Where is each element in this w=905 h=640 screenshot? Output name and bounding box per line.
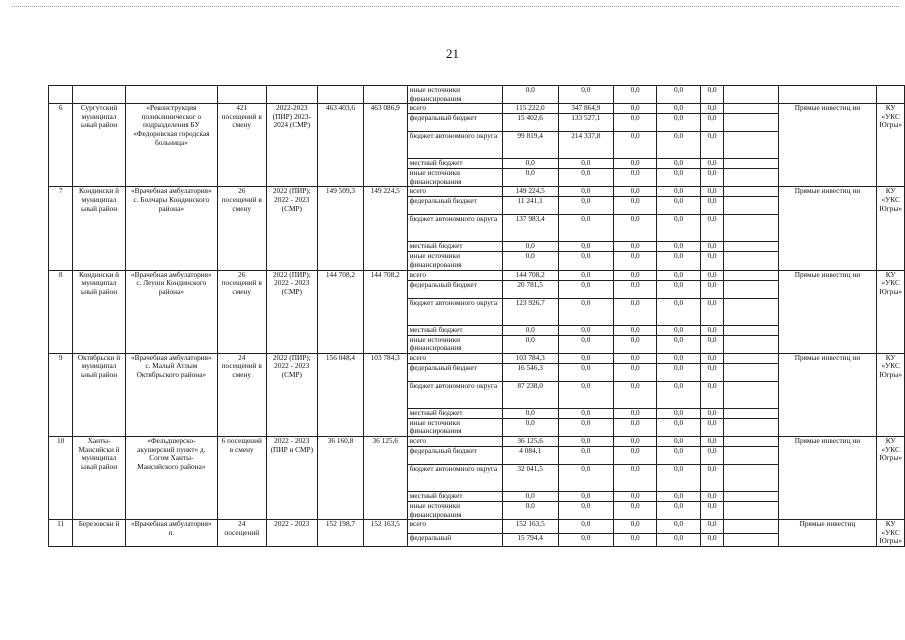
funding-value: 0,0 xyxy=(657,114,700,132)
table-row xyxy=(49,270,905,280)
funding-value: 214 337,8 xyxy=(558,132,613,159)
funding-value: 0,0 xyxy=(502,335,558,353)
funding-source: бюджет автономного округа xyxy=(407,298,502,325)
funding-value: 0,0 xyxy=(700,446,723,464)
funding-value: 0,0 xyxy=(657,325,700,335)
funding-value: 0,0 xyxy=(657,132,700,159)
funding-value: 0,0 xyxy=(700,335,723,353)
project-object: «Врачебная амбулатория» п. xyxy=(125,520,217,547)
funding-source: иные источники финансирования xyxy=(407,418,502,436)
funding-value: 0,0 xyxy=(558,335,613,353)
project-number: 8 xyxy=(49,270,73,353)
funding-value: 0,0 xyxy=(700,252,723,270)
funding-spacer xyxy=(724,325,778,335)
empty-cell xyxy=(217,86,266,104)
funding-value: 0,0 xyxy=(613,408,656,418)
empty-cell xyxy=(73,86,125,104)
funding-value: 0,0 xyxy=(700,187,723,197)
funding-source: бюджет автономного округа xyxy=(407,215,502,242)
funding-source: федеральный бюджет xyxy=(407,197,502,215)
funding-value: 0,0 xyxy=(700,86,723,104)
funding-value: 0,0 xyxy=(700,363,723,381)
funding-value: 0,0 xyxy=(502,325,558,335)
funding-value: 0,0 xyxy=(502,169,558,187)
funding-source: федеральный бюджет xyxy=(407,363,502,381)
funding-source: иные источники финансирования xyxy=(407,169,502,187)
funding-value: 0,0 xyxy=(700,132,723,159)
funding-value: 99 819,4 xyxy=(502,132,558,159)
funding-value: 0,0 xyxy=(700,381,723,408)
funding-value: 0,0 xyxy=(558,298,613,325)
funding-value: 0,0 xyxy=(657,335,700,353)
funding-value: 0,0 xyxy=(613,491,656,501)
funding-source: иные источники финансирования xyxy=(407,335,502,353)
funding-value: 0,0 xyxy=(558,436,613,446)
funding-value: 0,0 xyxy=(700,169,723,187)
funding-value: 0,0 xyxy=(502,501,558,519)
funding-value: 0,0 xyxy=(613,114,656,132)
funding-value: 0,0 xyxy=(558,215,613,242)
funding-source: иные источники финансирования xyxy=(407,86,502,104)
project-municipality: Кондински й муниципал ьный район xyxy=(73,187,125,270)
funding-value: 0,0 xyxy=(657,86,700,104)
table-row xyxy=(49,436,905,446)
funding-value: 0,0 xyxy=(700,464,723,491)
funding-value: 0,0 xyxy=(700,520,723,533)
project-cost-estimate: 463 403,6 xyxy=(318,104,364,187)
funding-value: 0,0 xyxy=(700,215,723,242)
funding-value: 0,0 xyxy=(613,280,656,298)
project-capacity: 24 посещений в смену xyxy=(217,353,266,436)
project-cost-estimate: 144 708,2 xyxy=(318,270,364,353)
funding-value: 133 527,1 xyxy=(558,114,613,132)
funding-value: 0,0 xyxy=(700,353,723,363)
funding-value: 0,0 xyxy=(657,197,700,215)
funding-spacer xyxy=(724,501,778,519)
funding-value: 0,0 xyxy=(558,381,613,408)
project-capacity: 26 посещений в смену xyxy=(217,270,266,353)
funding-source: местный бюджет xyxy=(407,159,502,169)
funding-value: 0,0 xyxy=(700,436,723,446)
funding-value: 0,0 xyxy=(657,381,700,408)
funding-spacer xyxy=(724,363,778,381)
funding-value: 0,0 xyxy=(558,464,613,491)
funding-value: 0,0 xyxy=(558,325,613,335)
funding-value: 0,0 xyxy=(700,242,723,252)
funding-source: федеральный xyxy=(407,533,502,546)
funding-value: 0,0 xyxy=(700,159,723,169)
funding-value: 0,0 xyxy=(700,325,723,335)
project-municipality: Сургутский муниципал ьный район xyxy=(73,104,125,187)
funding-value: 0,0 xyxy=(613,353,656,363)
project-municipality: Кондински й муниципал ьный район xyxy=(73,270,125,353)
funding-value: 0,0 xyxy=(613,104,656,114)
funding-value: 0,0 xyxy=(657,353,700,363)
funding-value: 0,0 xyxy=(613,533,656,546)
funding-value: 137 983,4 xyxy=(502,215,558,242)
funding-value: 0,0 xyxy=(558,408,613,418)
funding-source: всего xyxy=(407,520,502,533)
funding-value: 152 163,5 xyxy=(502,520,558,533)
funding-spacer xyxy=(724,270,778,280)
funding-value: 4 084,1 xyxy=(502,446,558,464)
scan-edge-line xyxy=(12,6,899,7)
funding-value: 0,0 xyxy=(558,270,613,280)
funding-value: 0,0 xyxy=(700,298,723,325)
investment-form: Прямые инвестиц ии xyxy=(778,187,877,270)
funding-value: 0,0 xyxy=(657,501,700,519)
funding-value: 36 125,6 xyxy=(502,436,558,446)
funding-value: 0,0 xyxy=(613,197,656,215)
funding-value: 0,0 xyxy=(613,252,656,270)
funding-spacer xyxy=(724,187,778,197)
empty-cell xyxy=(49,86,73,104)
project-cost-remaining: 463 086,9 xyxy=(363,104,407,187)
project-customer: КУ «УКС Югры» xyxy=(877,270,905,353)
funding-value: 0,0 xyxy=(657,408,700,418)
investment-form: Прямые инвестиц ии xyxy=(778,270,877,353)
funding-source: всего xyxy=(407,187,502,197)
funding-value: 20 781,5 xyxy=(502,280,558,298)
funding-value: 0,0 xyxy=(657,270,700,280)
investment-form: Прямые инвестиц ии xyxy=(778,436,877,519)
funding-value: 0,0 xyxy=(558,242,613,252)
table-row xyxy=(49,187,905,197)
empty-cell xyxy=(125,86,217,104)
project-cost-remaining: 36 125,6 xyxy=(363,436,407,519)
funding-value: 0,0 xyxy=(502,252,558,270)
funding-value: 0,0 xyxy=(502,86,558,104)
project-period: 2022 - 2023 xyxy=(266,520,318,547)
funding-spacer xyxy=(724,215,778,242)
funding-value: 0,0 xyxy=(700,114,723,132)
investment-form: Прямые инвестиц ии xyxy=(778,104,877,187)
project-municipality: Октябрьски й муниципал ьный район xyxy=(73,353,125,436)
funding-value: 0,0 xyxy=(657,418,700,436)
project-customer: КУ «УКС Югры» xyxy=(877,353,905,436)
project-municipality: Березовски й xyxy=(73,520,125,547)
funding-value: 0,0 xyxy=(700,408,723,418)
funding-value: 15 794,4 xyxy=(502,533,558,546)
table-row xyxy=(49,520,905,533)
funding-spacer xyxy=(724,335,778,353)
funding-value: 0,0 xyxy=(613,215,656,242)
funding-value: 0,0 xyxy=(558,252,613,270)
empty-cell xyxy=(318,86,364,104)
funding-value: 0,0 xyxy=(613,132,656,159)
project-cost-estimate: 156 048,4 xyxy=(318,353,364,436)
funding-spacer xyxy=(724,252,778,270)
project-cost-estimate: 36 160,8 xyxy=(318,436,364,519)
project-period: 2022 (ПИР); 2022 - 2023 (СМР) xyxy=(266,187,318,270)
funding-value: 0,0 xyxy=(558,501,613,519)
project-cost-remaining: 144 708,2 xyxy=(363,270,407,353)
funding-value: 11 241,1 xyxy=(502,197,558,215)
funding-value: 0,0 xyxy=(657,363,700,381)
project-cost-remaining: 103 784,3 xyxy=(363,353,407,436)
funding-value: 0,0 xyxy=(502,242,558,252)
table-row xyxy=(49,104,905,114)
funding-spacer xyxy=(724,104,778,114)
funding-value: 0,0 xyxy=(657,520,700,533)
project-customer: КУ «УКС Югры» xyxy=(877,520,905,547)
funding-value: 0,0 xyxy=(558,169,613,187)
funding-value: 0,0 xyxy=(613,501,656,519)
funding-source: федеральный бюджет xyxy=(407,280,502,298)
project-cost-remaining: 149 224,5 xyxy=(363,187,407,270)
funding-value: 0,0 xyxy=(502,491,558,501)
funding-source: местный бюджет xyxy=(407,325,502,335)
funding-value: 0,0 xyxy=(613,464,656,491)
funding-value: 347 864,9 xyxy=(558,104,613,114)
funding-spacer xyxy=(724,418,778,436)
project-object: «Врачебная амбулатория» с. Болчары Кондинского района» xyxy=(125,187,217,270)
project-customer: КУ «УКС Югры» xyxy=(877,104,905,187)
funding-value: 103 784,3 xyxy=(502,353,558,363)
funding-spacer xyxy=(724,114,778,132)
funding-value: 0,0 xyxy=(657,215,700,242)
project-period: 2022-2023 (ПИР) 2023-2024 (СМР) xyxy=(266,104,318,187)
funding-value: 149 224,5 xyxy=(502,187,558,197)
empty-cell xyxy=(778,86,877,104)
funding-value: 0,0 xyxy=(700,104,723,114)
project-object: «Врачебная амбулатория» с. Леуши Кондинского района» xyxy=(125,270,217,353)
project-number: 6 xyxy=(49,104,73,187)
funding-spacer xyxy=(724,491,778,501)
funding-value: 0,0 xyxy=(558,418,613,436)
funding-source: бюджет автономного округа xyxy=(407,464,502,491)
funding-spacer xyxy=(724,436,778,446)
funding-value: 0,0 xyxy=(613,418,656,436)
funding-spacer xyxy=(724,132,778,159)
funding-value: 0,0 xyxy=(613,242,656,252)
funding-value: 15 402,6 xyxy=(502,114,558,132)
funding-source: всего xyxy=(407,104,502,114)
funding-spacer xyxy=(724,446,778,464)
project-municipality: Ханты- Мансийски й муниципал ьный район xyxy=(73,436,125,519)
funding-value: 0,0 xyxy=(613,520,656,533)
funding-value: 0,0 xyxy=(613,363,656,381)
funding-spacer xyxy=(724,197,778,215)
investment-form: Прямые инвестиц xyxy=(778,520,877,547)
project-period: 2022 - 2023 (ПИР и СМР) xyxy=(266,436,318,519)
project-number: 11 xyxy=(49,520,73,547)
project-capacity: 421 посещений в смену xyxy=(217,104,266,187)
funding-source: бюджет автономного округа xyxy=(407,132,502,159)
funding-source: всего xyxy=(407,353,502,363)
project-number: 7 xyxy=(49,187,73,270)
investment-form: Прямые инвестиц ии xyxy=(778,353,877,436)
funding-value: 0,0 xyxy=(657,446,700,464)
funding-value: 0,0 xyxy=(613,159,656,169)
project-customer: КУ «УКС Югры» xyxy=(877,436,905,519)
funding-value: 0,0 xyxy=(558,533,613,546)
empty-cell xyxy=(877,86,905,104)
funding-value: 0,0 xyxy=(657,298,700,325)
project-object: «Реконструкция поликлиническог о подразделения БУ «Федоровская городская больница» xyxy=(125,104,217,187)
funding-value: 0,0 xyxy=(657,169,700,187)
table-row xyxy=(49,86,905,104)
funding-value: 0,0 xyxy=(657,159,700,169)
funding-value: 115 222,0 xyxy=(502,104,558,114)
funding-source: местный бюджет xyxy=(407,408,502,418)
funding-value: 0,0 xyxy=(657,187,700,197)
funding-value: 123 926,7 xyxy=(502,298,558,325)
funding-value: 0,0 xyxy=(613,270,656,280)
funding-source: местный бюджет xyxy=(407,491,502,501)
funding-value: 0,0 xyxy=(613,325,656,335)
funding-value: 0,0 xyxy=(657,436,700,446)
project-period: 2022 (ПИР); 2022 - 2023 (СМР) xyxy=(266,270,318,353)
funding-spacer xyxy=(724,353,778,363)
funding-value: 0,0 xyxy=(502,159,558,169)
funding-spacer xyxy=(724,520,778,533)
funding-value: 0,0 xyxy=(558,363,613,381)
project-object: «Фельдшерско- акушерский пункт» д. Согом Ханты- Мансийского района» xyxy=(125,436,217,519)
empty-cell xyxy=(266,86,318,104)
investment-table xyxy=(48,85,905,547)
funding-value: 0,0 xyxy=(558,197,613,215)
funding-value: 0,0 xyxy=(700,197,723,215)
page-number: 21 xyxy=(446,46,459,61)
funding-value: 0,0 xyxy=(700,501,723,519)
funding-value: 0,0 xyxy=(558,187,613,197)
project-period: 2022 (ПИР); 2022 - 2023 (СМР) xyxy=(266,353,318,436)
funding-source: местный бюджет xyxy=(407,242,502,252)
funding-value: 0,0 xyxy=(558,86,613,104)
table-row xyxy=(49,353,905,363)
funding-spacer xyxy=(724,298,778,325)
funding-value: 0,0 xyxy=(657,491,700,501)
funding-value: 144 708,2 xyxy=(502,270,558,280)
funding-spacer xyxy=(724,169,778,187)
funding-value: 0,0 xyxy=(502,418,558,436)
funding-source: федеральный бюджет xyxy=(407,446,502,464)
funding-spacer xyxy=(724,242,778,252)
funding-value: 0,0 xyxy=(700,533,723,546)
funding-value: 0,0 xyxy=(657,252,700,270)
project-cost-estimate: 149 509,3 xyxy=(318,187,364,270)
funding-value: 0,0 xyxy=(613,335,656,353)
funding-value: 0,0 xyxy=(613,86,656,104)
funding-value: 0,0 xyxy=(558,491,613,501)
funding-value: 0,0 xyxy=(613,436,656,446)
funding-value: 0,0 xyxy=(613,446,656,464)
empty-cell xyxy=(363,86,407,104)
funding-value: 0,0 xyxy=(657,280,700,298)
project-customer: КУ «УКС Югры» xyxy=(877,187,905,270)
funding-source: всего xyxy=(407,436,502,446)
project-number: 10 xyxy=(49,436,73,519)
funding-value: 0,0 xyxy=(657,533,700,546)
funding-value: 0,0 xyxy=(613,298,656,325)
funding-spacer xyxy=(724,86,778,104)
funding-value: 0,0 xyxy=(558,353,613,363)
funding-spacer xyxy=(724,464,778,491)
project-capacity: 6 посещений в смену xyxy=(217,436,266,519)
funding-value: 0,0 xyxy=(700,280,723,298)
funding-value: 0,0 xyxy=(657,104,700,114)
funding-spacer xyxy=(724,381,778,408)
funding-value: 87 238,0 xyxy=(502,381,558,408)
funding-value: 0,0 xyxy=(613,169,656,187)
project-number: 9 xyxy=(49,353,73,436)
funding-value: 0,0 xyxy=(700,418,723,436)
funding-spacer xyxy=(724,159,778,169)
funding-value: 32 041,5 xyxy=(502,464,558,491)
funding-source: федеральный бюджет xyxy=(407,114,502,132)
funding-value: 0,0 xyxy=(657,242,700,252)
funding-value: 0,0 xyxy=(558,520,613,533)
funding-value: 0,0 xyxy=(558,446,613,464)
funding-spacer xyxy=(724,280,778,298)
funding-value: 0,0 xyxy=(502,408,558,418)
funding-spacer xyxy=(724,533,778,546)
funding-source: всего xyxy=(407,270,502,280)
funding-value: 0,0 xyxy=(613,187,656,197)
funding-value: 0,0 xyxy=(558,280,613,298)
funding-value: 0,0 xyxy=(657,464,700,491)
funding-value: 0,0 xyxy=(558,159,613,169)
funding-value: 0,0 xyxy=(700,270,723,280)
project-cost-estimate: 152 198,7 xyxy=(318,520,364,547)
project-cost-remaining: 152 163,5 xyxy=(363,520,407,547)
project-object: «Врачебная амбулатория» с. Малый Атлым Октябрьского района» xyxy=(125,353,217,436)
funding-value: 0,0 xyxy=(700,491,723,501)
project-capacity: 24 посещений xyxy=(217,520,266,547)
funding-spacer xyxy=(724,408,778,418)
funding-source: иные источники финансирования xyxy=(407,501,502,519)
funding-source: иные источники финансирования xyxy=(407,252,502,270)
funding-source: бюджет автономного округа xyxy=(407,381,502,408)
funding-value: 16 546,3 xyxy=(502,363,558,381)
project-capacity: 26 посещений в смену xyxy=(217,187,266,270)
funding-value: 0,0 xyxy=(613,381,656,408)
